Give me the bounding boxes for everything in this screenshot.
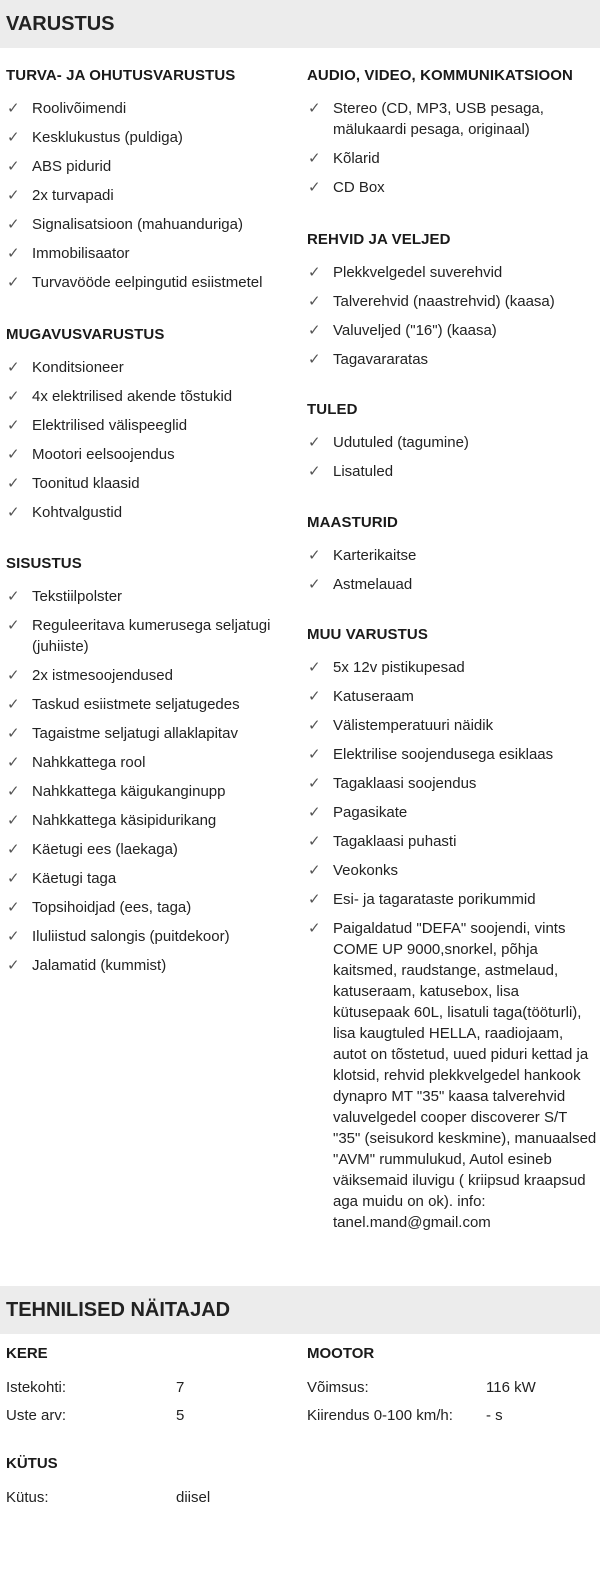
check-icon: ✓ xyxy=(7,216,20,233)
equipment-item xyxy=(6,357,296,378)
check-icon: ✓ xyxy=(7,754,20,771)
check-icon: ✓ xyxy=(7,696,20,713)
check-icon: ✓ xyxy=(308,179,321,196)
equipment-item-label: Kesklukustus (puldiga) xyxy=(32,129,183,146)
tech-section-header xyxy=(0,1286,600,1334)
check-icon: ✓ xyxy=(308,804,321,821)
equipment-item xyxy=(307,657,597,678)
check-icon: ✓ xyxy=(7,100,20,117)
equipment-item-label: Astmelauad xyxy=(333,576,413,593)
check-icon: ✓ xyxy=(7,475,20,492)
equipment-list xyxy=(6,586,296,976)
equipment-category xyxy=(307,511,597,603)
mootor-title: MOOTOR xyxy=(307,1345,375,1362)
equipment-item-label: Elektrilised välispeeglid xyxy=(32,417,188,434)
equipment-item-label: Paigaldatud "DEFA" soojendi, vints COME UP 9000,snorkel, põhja kaitsmed, raudstange, astmelaud, katuseraam, katusebox, lisa kütusepaak 60L, lisatuli taga(tööturli), lisa kaugtuled HELLA, raadiojaam, autot on tõstetud, uued piduri kettad ja klotsid, rehvid plekkvelgedel hankook dynapro MT "35" kaasa talverehvid valuvelgedel cooper discoverer S/T "35" (seisukord keskmine), manuaalsed "AVM" rummulukud, Autol esineb väiksemaid iluvigu ( kriipsud kraapsud aga muidu on ok). info: tanel.mand@gmail.com xyxy=(333,920,597,1231)
equipment-item-label: Valuveljed ("16") (kaasa) xyxy=(333,322,497,339)
equipment-item-label: Tekstiilpolster xyxy=(32,588,123,605)
equipment-item-label: Nahkkattega käsipidurikang xyxy=(32,812,217,829)
equipment-list xyxy=(6,357,296,523)
equipment-item-label: 5x 12v pistikupesad xyxy=(333,659,465,676)
equipment-item xyxy=(6,415,296,436)
equipment-item-label: Roolivõimendi xyxy=(32,100,127,117)
equipment-item-label: Esi- ja tagarataste porikummid xyxy=(333,891,536,908)
check-icon: ✓ xyxy=(308,264,321,281)
equipment-item-label: CD Box xyxy=(333,179,385,196)
equipment-item xyxy=(6,98,296,119)
equipment-item-label: Talverehvid (naastrehvid) (kaasa) xyxy=(333,293,555,310)
equipment-category xyxy=(307,398,597,490)
check-icon: ✓ xyxy=(308,100,321,117)
equipment-item-label: Taskud esiistmete seljatugedes xyxy=(32,696,240,713)
equipment-item xyxy=(6,473,296,494)
equipment-item xyxy=(307,262,597,283)
equipment-section-title: VARUSTUS xyxy=(6,12,115,35)
equipment-section xyxy=(0,48,600,1286)
equipment-item xyxy=(307,291,597,312)
equipment-item-label: Iluliistud salongis (puitdekoor) xyxy=(32,928,230,945)
check-icon: ✓ xyxy=(7,417,20,434)
equipment-item xyxy=(307,686,597,707)
equipment-item xyxy=(6,897,296,918)
equipment-category xyxy=(6,64,296,301)
spec-value: 5 xyxy=(176,1407,185,1424)
equipment-item-label: Pagasikate xyxy=(333,804,408,821)
equipment-item xyxy=(6,243,296,264)
check-icon: ✓ xyxy=(308,891,321,908)
check-icon: ✓ xyxy=(7,725,20,742)
equipment-item-label: Kõlarid xyxy=(333,150,380,167)
equipment-category-title: MUGAVUSVARUSTUS xyxy=(6,326,165,343)
equipment-item xyxy=(6,839,296,860)
equipment-item-label: Lisatuled xyxy=(333,463,394,480)
equipment-item-label: Nahkkattega käigukanginupp xyxy=(32,783,226,800)
equipment-item xyxy=(6,694,296,715)
equipment-item xyxy=(6,502,296,523)
equipment-item xyxy=(6,752,296,773)
equipment-item xyxy=(6,586,296,607)
check-icon: ✓ xyxy=(7,359,20,376)
spec-value: - s xyxy=(486,1407,503,1424)
check-icon: ✓ xyxy=(7,667,20,684)
check-icon: ✓ xyxy=(7,388,20,405)
equipment-section-header xyxy=(0,0,600,48)
check-icon: ✓ xyxy=(7,812,20,829)
equipment-category-title: TURVA- JA OHUTUSVARUSTUS xyxy=(6,67,236,84)
check-icon: ✓ xyxy=(308,463,321,480)
equipment-item-label: Signalisatsioon (mahuanduriga) xyxy=(32,216,243,233)
equipment-item xyxy=(307,98,597,140)
spec-label: Kiirendus 0-100 km/h: xyxy=(307,1407,453,1424)
equipment-category-title: TULED xyxy=(307,401,358,418)
equipment-item xyxy=(6,665,296,686)
tech-section xyxy=(0,1334,600,1571)
equipment-item xyxy=(307,432,597,453)
equipment-item-label: Konditsioneer xyxy=(32,359,124,376)
check-icon: ✓ xyxy=(308,659,321,676)
check-icon: ✓ xyxy=(308,547,321,564)
spec-label: Istekohti: xyxy=(6,1379,67,1396)
equipment-item-label: ABS pidurid xyxy=(32,158,112,175)
spec-label: Uste arv: xyxy=(6,1407,67,1424)
check-icon: ✓ xyxy=(7,928,20,945)
equipment-item xyxy=(6,926,296,947)
check-icon: ✓ xyxy=(308,775,321,792)
equipment-item-label: 2x turvapadi xyxy=(32,187,114,204)
tech-section-title: TEHNILISED NÄITAJAD xyxy=(6,1298,231,1321)
equipment-list xyxy=(307,545,597,595)
equipment-item xyxy=(6,723,296,744)
equipment-item xyxy=(6,444,296,465)
equipment-list xyxy=(307,432,597,482)
equipment-item xyxy=(307,744,597,765)
equipment-item xyxy=(307,349,597,370)
check-icon: ✓ xyxy=(308,862,321,879)
equipment-item-label: Nahkkattega rool xyxy=(32,754,146,771)
spec-value: 116 kW xyxy=(486,1379,536,1396)
check-icon: ✓ xyxy=(308,717,321,734)
equipment-item xyxy=(6,386,296,407)
equipment-category-title: REHVID JA VELJED xyxy=(307,231,451,248)
check-icon: ✓ xyxy=(308,746,321,763)
equipment-item xyxy=(6,127,296,148)
kytus-title: KÜTUS xyxy=(6,1455,58,1472)
equipment-item xyxy=(307,831,597,852)
equipment-item-label: Veokonks xyxy=(333,862,399,879)
check-icon: ✓ xyxy=(308,434,321,451)
equipment-item xyxy=(6,156,296,177)
spec-value: 7 xyxy=(176,1379,185,1396)
equipment-item-label: Katuseraam xyxy=(333,688,414,705)
equipment-category-title: SISUSTUS xyxy=(6,555,82,572)
equipment-item-label: Käetugi ees (laekaga) xyxy=(32,841,178,858)
equipment-category xyxy=(307,228,597,378)
equipment-item-label: Käetugi taga xyxy=(32,870,117,887)
equipment-item xyxy=(6,781,296,802)
equipment-list xyxy=(307,262,597,370)
equipment-item xyxy=(6,955,296,976)
equipment-item-label: Mootori eelsoojendus xyxy=(32,446,175,463)
spec-value: diisel xyxy=(176,1489,211,1506)
equipment-item-label: Jalamatid (kummist) xyxy=(32,957,167,974)
spec-label: Kütus: xyxy=(6,1489,49,1506)
equipment-item xyxy=(6,810,296,831)
equipment-category-title: AUDIO, VIDEO, KOMMUNIKATSIOON xyxy=(307,67,573,84)
equipment-item-label: Turvavööde eelpingutid esiistmetel xyxy=(32,274,263,291)
equipment-category xyxy=(307,64,597,206)
check-icon: ✓ xyxy=(7,245,20,262)
equipment-category-title: MAASTURID xyxy=(307,514,398,531)
equipment-category xyxy=(307,623,597,1241)
equipment-item xyxy=(307,148,597,169)
equipment-category xyxy=(6,552,296,984)
check-icon: ✓ xyxy=(308,833,321,850)
check-icon: ✓ xyxy=(7,617,20,634)
check-icon: ✓ xyxy=(7,870,20,887)
equipment-item-label: Plekkvelgedel suverehvid xyxy=(333,264,503,281)
equipment-item-label: Reguleeritava kumerusega seljatugi (juhiiste) xyxy=(32,617,271,655)
check-icon: ✓ xyxy=(7,446,20,463)
check-icon: ✓ xyxy=(7,957,20,974)
equipment-item-label: Välistemperatuuri näidik xyxy=(333,717,494,734)
equipment-item-label: Tagaistme seljatugi allaklapitav xyxy=(32,725,238,742)
check-icon: ✓ xyxy=(7,187,20,204)
equipment-item xyxy=(307,320,597,341)
equipment-item xyxy=(307,461,597,482)
equipment-item xyxy=(6,214,296,235)
equipment-item-label: Topsihoidjad (ees, taga) xyxy=(32,899,192,916)
equipment-item-label: Stereo (CD, MP3, USB pesaga, mälukaardi pesaga, originaal) xyxy=(333,100,544,138)
check-icon: ✓ xyxy=(308,920,321,937)
equipment-item xyxy=(6,615,296,657)
equipment-item-label: Tagaklaasi soojendus xyxy=(333,775,477,792)
equipment-item-label: Kohtvalgustid xyxy=(32,504,123,521)
equipment-category-title: MUU VARUSTUS xyxy=(307,626,428,643)
equipment-item xyxy=(6,868,296,889)
check-icon: ✓ xyxy=(308,688,321,705)
check-icon: ✓ xyxy=(7,588,20,605)
check-icon: ✓ xyxy=(308,293,321,310)
equipment-item-label: Toonitud klaasid xyxy=(32,475,140,492)
equipment-list xyxy=(307,98,597,198)
equipment-item xyxy=(307,715,597,736)
equipment-category xyxy=(6,323,296,531)
equipment-item xyxy=(307,545,597,566)
equipment-list xyxy=(6,98,296,293)
check-icon: ✓ xyxy=(308,576,321,593)
kere-title: KERE xyxy=(6,1345,48,1362)
check-icon: ✓ xyxy=(7,274,20,291)
check-icon: ✓ xyxy=(7,504,20,521)
equipment-item xyxy=(307,860,597,881)
equipment-item-label: Elektrilise soojendusega esiklaas xyxy=(333,746,554,763)
check-icon: ✓ xyxy=(7,158,20,175)
equipment-item xyxy=(307,574,597,595)
equipment-item xyxy=(6,185,296,206)
equipment-item-label: Immobilisaator xyxy=(32,245,130,262)
equipment-item-label: Tagaklaasi puhasti xyxy=(333,833,457,850)
check-icon: ✓ xyxy=(308,150,321,167)
equipment-item xyxy=(307,773,597,794)
equipment-item-label: Tagavararatas xyxy=(333,351,429,368)
check-icon: ✓ xyxy=(7,783,20,800)
equipment-item xyxy=(307,889,597,910)
check-icon: ✓ xyxy=(7,841,20,858)
equipment-item-label: Udutuled (tagumine) xyxy=(333,434,469,451)
check-icon: ✓ xyxy=(308,351,321,368)
check-icon: ✓ xyxy=(308,322,321,339)
equipment-item-label: 4x elektrilised akende tõstukid xyxy=(32,388,233,405)
equipment-item xyxy=(6,272,296,293)
equipment-item xyxy=(307,177,597,198)
check-icon: ✓ xyxy=(7,899,20,916)
equipment-item-label: 2x istmesoojendused xyxy=(32,667,173,684)
equipment-item xyxy=(307,802,597,823)
equipment-item-label: Karterikaitse xyxy=(333,547,417,564)
check-icon: ✓ xyxy=(7,129,20,146)
spec-label: Võimsus: xyxy=(307,1379,369,1396)
equipment-item xyxy=(307,918,597,1233)
equipment-list xyxy=(307,657,597,1233)
